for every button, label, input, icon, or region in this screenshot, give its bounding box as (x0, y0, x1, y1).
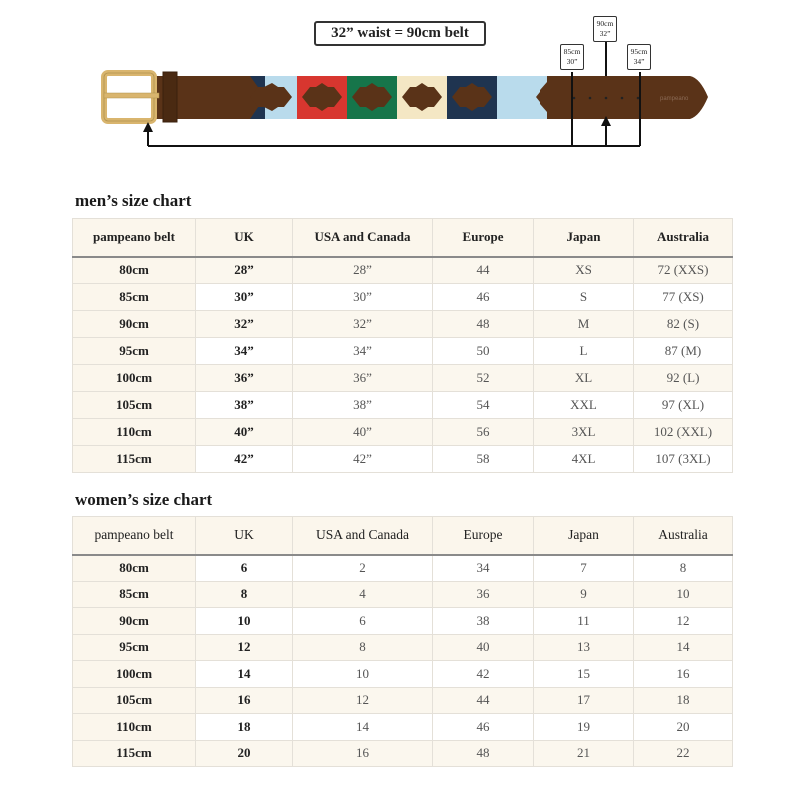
mens-chart-title: men’s size chart (75, 191, 192, 210)
cell-japan: 21 (534, 740, 634, 767)
cell-europe: 36 (433, 581, 534, 608)
cell-europe: 58 (433, 446, 534, 473)
header-pampeano-belt: pampeano belt (73, 219, 196, 257)
cell-belt: 100cm (73, 365, 196, 392)
hole-label-inch: 32” (599, 29, 611, 38)
cell-usa: 4 (293, 581, 433, 608)
cell-belt: 115cm (73, 446, 196, 473)
cell-australia: 8 (634, 555, 733, 582)
hole-label-inch: 34” (633, 57, 645, 66)
header-europe: Europe (433, 219, 534, 257)
cell-australia: 72 (XXS) (634, 257, 733, 284)
cell-japan: 7 (534, 555, 634, 582)
cell-japan: 13 (534, 634, 634, 661)
table-row (73, 257, 733, 284)
cell-uk: 38” (196, 392, 293, 419)
cell-australia: 22 (634, 740, 733, 767)
table-row (73, 581, 733, 608)
cell-belt: 85cm (73, 284, 196, 311)
cell-europe: 40 (433, 634, 534, 661)
cell-europe: 46 (433, 714, 534, 741)
cell-australia: 14 (634, 634, 733, 661)
cell-uk: 40” (196, 419, 293, 446)
mens-size-table (72, 218, 733, 473)
cell-australia: 16 (634, 661, 733, 688)
waist-equivalence-label: 32” waist = 90cm belt (314, 21, 486, 46)
cell-uk: 20 (196, 740, 293, 767)
header-japan: Japan (534, 517, 634, 555)
cell-belt: 90cm (73, 311, 196, 338)
table-row (73, 338, 733, 365)
cell-australia: 92 (L) (634, 365, 733, 392)
cell-uk: 12 (196, 634, 293, 661)
hole-label-95cm (627, 44, 651, 70)
cell-belt: 105cm (73, 687, 196, 714)
cell-usa: 10 (293, 661, 433, 688)
cell-japan: XS (534, 257, 634, 284)
table-row (73, 740, 733, 767)
header-pampeano-belt: pampeano belt (73, 517, 196, 555)
hole-label-cm: 95cm (630, 47, 648, 56)
table-row (73, 284, 733, 311)
cell-australia: 10 (634, 581, 733, 608)
cell-uk: 30” (196, 284, 293, 311)
cell-usa: 38” (293, 392, 433, 419)
cell-belt: 115cm (73, 740, 196, 767)
table-row (73, 634, 733, 661)
table-row (73, 311, 733, 338)
table-row (73, 714, 733, 741)
cell-japan: 9 (534, 581, 634, 608)
table-row (73, 419, 733, 446)
hole-label-cm: 90cm (596, 19, 614, 28)
cell-belt: 105cm (73, 392, 196, 419)
cell-usa: 12 (293, 687, 433, 714)
cell-usa: 36” (293, 365, 433, 392)
cell-australia: 12 (634, 608, 733, 635)
table-row (73, 365, 733, 392)
cell-usa: 2 (293, 555, 433, 582)
cell-japan: 17 (534, 687, 634, 714)
cell-belt: 85cm (73, 581, 196, 608)
cell-uk: 8 (196, 581, 293, 608)
cell-japan: 4XL (534, 446, 634, 473)
header-uk: UK (196, 517, 293, 555)
cell-europe: 48 (433, 740, 534, 767)
table-header-row (73, 219, 733, 257)
cell-australia: 20 (634, 714, 733, 741)
table-row (73, 687, 733, 714)
cell-uk: 36” (196, 365, 293, 392)
cell-usa: 40” (293, 419, 433, 446)
cell-japan: 3XL (534, 419, 634, 446)
cell-belt: 110cm (73, 419, 196, 446)
cell-usa: 42” (293, 446, 433, 473)
cell-japan: L (534, 338, 634, 365)
cell-belt: 95cm (73, 634, 196, 661)
cell-australia: 77 (XS) (634, 284, 733, 311)
cell-europe: 56 (433, 419, 534, 446)
svg-text:pampeano: pampeano (660, 96, 689, 102)
table-row (73, 446, 733, 473)
cell-australia: 107 (3XL) (634, 446, 733, 473)
hole-label-85cm (560, 44, 584, 70)
cell-belt: 90cm (73, 608, 196, 635)
header-europe: Europe (433, 517, 534, 555)
cell-uk: 42” (196, 446, 293, 473)
cell-belt: 110cm (73, 714, 196, 741)
cell-usa: 30” (293, 284, 433, 311)
cell-japan: XXL (534, 392, 634, 419)
table-header-row (73, 517, 733, 555)
cell-japan: 11 (534, 608, 634, 635)
womens-size-table (72, 516, 733, 767)
cell-europe: 46 (433, 284, 534, 311)
womens-chart-title: women’s size chart (75, 490, 213, 509)
cell-uk: 6 (196, 555, 293, 582)
table-row (73, 608, 733, 635)
hole-label-inch: 30” (566, 57, 578, 66)
hole-label-cm: 85cm (563, 47, 581, 56)
cell-uk: 28” (196, 257, 293, 284)
hole-label-90cm (593, 16, 617, 42)
cell-japan: M (534, 311, 634, 338)
cell-usa: 16 (293, 740, 433, 767)
cell-uk: 32” (196, 311, 293, 338)
cell-uk: 10 (196, 608, 293, 635)
cell-usa: 6 (293, 608, 433, 635)
cell-australia: 18 (634, 687, 733, 714)
cell-japan: S (534, 284, 634, 311)
cell-europe: 48 (433, 311, 534, 338)
header-uk: UK (196, 219, 293, 257)
cell-usa: 14 (293, 714, 433, 741)
cell-australia: 97 (XL) (634, 392, 733, 419)
cell-australia: 87 (M) (634, 338, 733, 365)
header-australia: Australia (634, 219, 733, 257)
cell-europe: 54 (433, 392, 534, 419)
cell-japan: 19 (534, 714, 634, 741)
header-australia: Australia (634, 517, 733, 555)
cell-usa: 34” (293, 338, 433, 365)
cell-europe: 44 (433, 687, 534, 714)
cell-europe: 42 (433, 661, 534, 688)
belt-diagram (0, 0, 800, 170)
cell-belt: 80cm (73, 257, 196, 284)
table-row (73, 661, 733, 688)
cell-uk: 18 (196, 714, 293, 741)
cell-uk: 14 (196, 661, 293, 688)
table-row (73, 555, 733, 582)
cell-australia: 82 (S) (634, 311, 733, 338)
cell-europe: 38 (433, 608, 534, 635)
cell-japan: 15 (534, 661, 634, 688)
cell-japan: XL (534, 365, 634, 392)
cell-usa: 28” (293, 257, 433, 284)
cell-uk: 16 (196, 687, 293, 714)
cell-europe: 44 (433, 257, 534, 284)
header-usa-canada: USA and Canada (293, 219, 433, 257)
header-japan: Japan (534, 219, 634, 257)
cell-belt: 95cm (73, 338, 196, 365)
cell-usa: 32” (293, 311, 433, 338)
table-row (73, 392, 733, 419)
cell-europe: 50 (433, 338, 534, 365)
cell-usa: 8 (293, 634, 433, 661)
cell-europe: 52 (433, 365, 534, 392)
cell-belt: 80cm (73, 555, 196, 582)
header-usa-canada: USA and Canada (293, 517, 433, 555)
cell-europe: 34 (433, 555, 534, 582)
cell-australia: 102 (XXL) (634, 419, 733, 446)
cell-uk: 34” (196, 338, 293, 365)
cell-belt: 100cm (73, 661, 196, 688)
